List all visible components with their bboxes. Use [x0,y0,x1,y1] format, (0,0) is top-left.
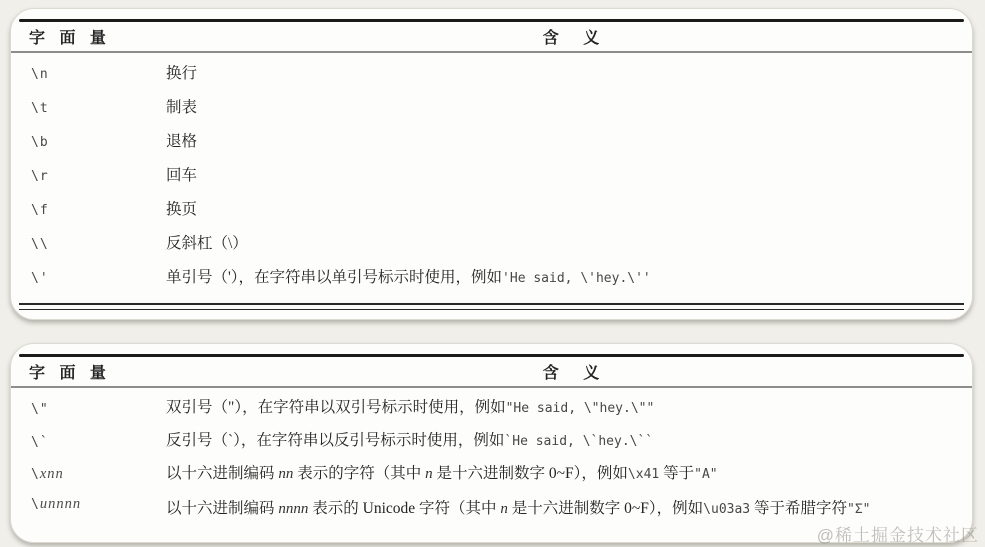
meaning-cell [166,163,972,189]
segment-code: \ [31,467,40,482]
meaning-cell [166,395,972,422]
meaning-cell [166,197,972,223]
meaning-cell [166,428,972,455]
segment-code: \\ [31,237,49,252]
segment-text: 反引号（`），在字符串以反引号标示时使用，例如 [166,432,505,449]
meaning-cell [166,231,972,257]
segment-code: \f [31,203,49,218]
table-header-row [11,357,972,386]
literal-cell [31,401,166,417]
segment-text: 是十六进制数字 0~F），例如 [432,465,628,482]
table-header-row [11,22,972,51]
meaning-cell [166,95,972,121]
segment-code: \" [31,401,49,417]
table-row [31,227,972,261]
literal-cell [31,466,166,483]
segment-text: 是十六进制数字 0~F），例如 [507,500,704,517]
segment-text: 单引号（'），在字符串以单引号标示时使用，例如 [166,268,503,286]
table-row [31,491,972,523]
segment-var: n [500,501,508,517]
literal-cell [31,496,166,513]
table-row [31,392,972,425]
segment-code: \ [31,497,40,512]
table-body [11,388,972,523]
segment-code: \t [31,101,49,116]
watermark: @稀土掘金技术社区 [816,526,979,545]
meaning-cell [166,265,972,292]
literal-cell [31,270,166,286]
segment-var: n [425,466,433,482]
segment-text: 表示的字符（其中 [293,465,426,482]
segment-code: 'He said, \'hey.\'' [502,270,651,286]
segment-code: \r [31,169,49,184]
segment-code: \x41 [627,467,660,482]
literal-cell [31,236,166,252]
segment-var: unnnn [39,496,82,512]
segment-text: 等于 [659,465,695,482]
table-row [31,159,972,193]
segment-var: nnnn [278,501,309,517]
segment-code: "Σ" [847,502,871,517]
segment-var: nn [278,466,294,482]
segment-code: \' [31,271,49,286]
literal-cell [31,134,166,150]
meaning-cell [166,129,972,155]
meaning-cell [166,61,972,87]
segment-code: \n [31,67,49,82]
segment-text: 换行 [166,65,198,82]
column-header-literal: 字 面 量 [29,365,111,382]
segment-code: \u03a3 [703,502,751,517]
table-body [11,53,972,295]
literal-cell [31,66,166,82]
column-header-literal: 字 面 量 [29,30,111,47]
table-row [31,425,972,458]
segment-text: 反斜杠（\） [166,235,248,252]
segment-text: 表示的 Unicode 字符（其中 [308,500,501,517]
segment-text: 换页 [166,201,198,218]
segment-text: 回车 [166,167,198,184]
segment-code: \b [31,135,49,150]
column-header-meaning: 含 义 [542,30,610,47]
table-row [31,458,972,491]
segment-text: 以十六进制编码 [166,465,279,482]
segment-var: xnn [39,466,64,482]
literal-cell [31,168,166,184]
segment-text: 等于希腊字符 [750,500,848,517]
meaning-cell [166,496,972,523]
segment-text: 以十六进制编码 [166,500,279,517]
segment-text: 退格 [166,133,198,150]
literal-cell [31,202,166,218]
literal-cell [31,100,166,116]
escape-literals-table-2 [10,343,973,543]
table-row [31,261,972,295]
table-row [31,125,972,159]
escape-literals-table-1 [10,8,973,320]
segment-text: 制表 [166,99,198,116]
segment-code: "A" [694,467,718,482]
table-row [31,57,972,91]
segment-code: \` [31,434,49,450]
segment-text: 双引号（"），在字符串以双引号标示时使用，例如 [166,399,506,416]
segment-code: `He said, \`hey.\`` [504,434,654,449]
table-bottom-border [19,303,964,310]
table-row [31,91,972,125]
literal-cell [31,434,166,450]
column-header-meaning: 含 义 [542,365,610,382]
table-row [31,193,972,227]
meaning-cell [166,461,972,488]
segment-code: "He said, \"hey.\"" [505,401,655,416]
